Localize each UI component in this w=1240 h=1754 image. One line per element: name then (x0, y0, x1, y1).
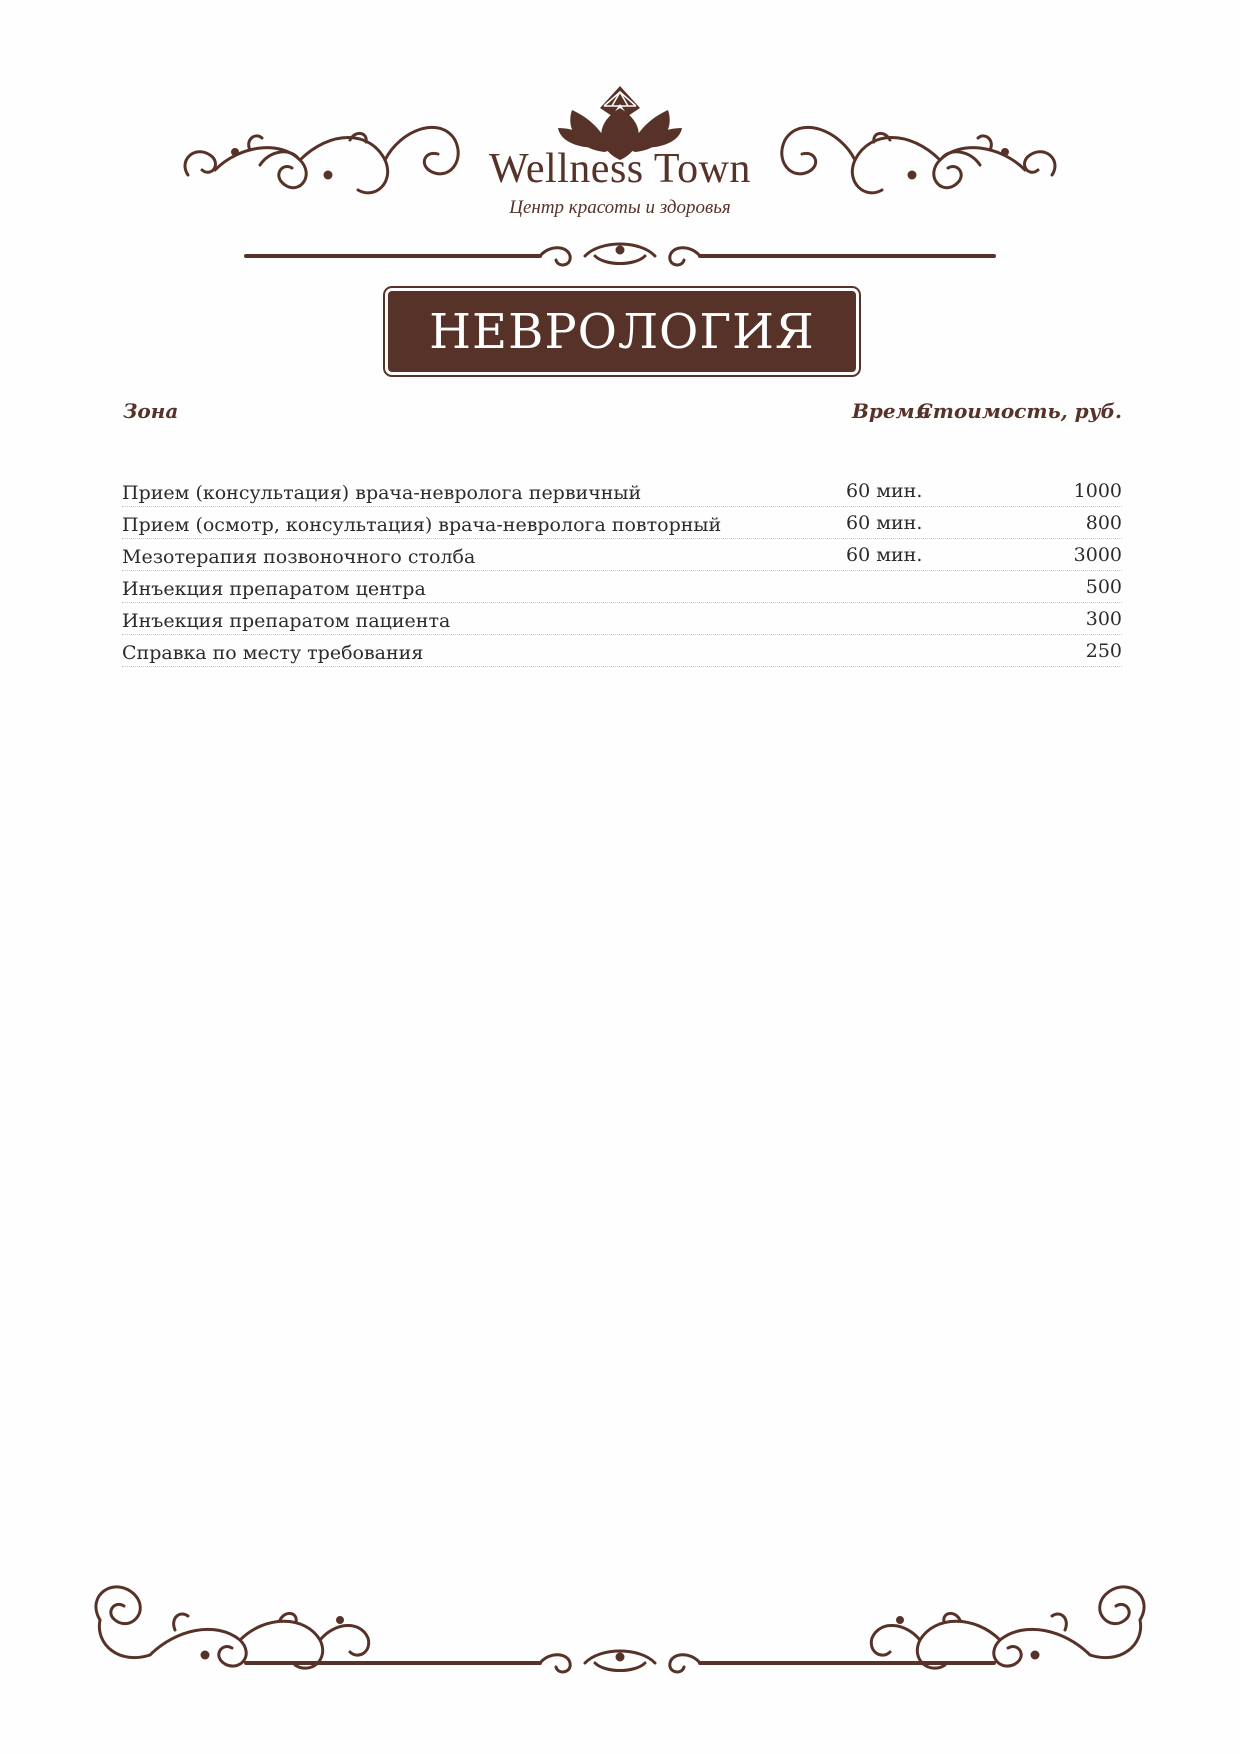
service-time: 60 мин. (846, 480, 923, 502)
service-name: Инъекция препаратом центра (122, 578, 426, 600)
service-price: 3000 (1073, 544, 1122, 566)
brand-name: Wellness Town (489, 146, 751, 192)
service-name: Прием (консультация) врача-невролога первичный (122, 482, 642, 504)
column-header-time: Время (852, 399, 931, 423)
column-header-price: Стоимость, руб. (916, 399, 1122, 423)
divider-flourish-icon (246, 244, 994, 265)
service-name: Инъекция препаратом пациента (122, 610, 451, 632)
service-price: 1000 (1073, 480, 1122, 502)
price-table (122, 475, 1122, 667)
ornament-swirl-left-icon (185, 127, 458, 192)
table-row (122, 539, 1122, 571)
service-name: Прием (осмотр, консультация) врача-невролога повторный (122, 514, 722, 536)
service-time: 60 мин. (846, 544, 923, 566)
service-name: Справка по месту требования (122, 642, 424, 664)
table-row (122, 635, 1122, 667)
ornament-swirl-right-icon (871, 1587, 1144, 1668)
ornament-swirl-left-icon (96, 1587, 369, 1668)
service-time: 60 мин. (846, 512, 923, 534)
table-row (122, 507, 1122, 539)
brand-tagline: Центр красоты и здоровья (509, 197, 731, 218)
table-row (122, 603, 1122, 635)
page-title: НЕВРОЛОГИЯ (429, 303, 815, 360)
service-price: 800 (1085, 512, 1122, 534)
title-plate (388, 291, 856, 372)
footer-ornament (0, 1560, 1240, 1690)
service-price: 300 (1085, 608, 1122, 630)
service-name: Мезотерапия позвоночного столба (122, 546, 476, 568)
table-row (122, 475, 1122, 507)
service-price: 500 (1085, 576, 1122, 598)
service-price: 250 (1085, 640, 1122, 662)
ornament-swirl-right-icon (782, 127, 1055, 192)
column-header-zone: Зона (123, 399, 179, 423)
table-row (122, 571, 1122, 603)
